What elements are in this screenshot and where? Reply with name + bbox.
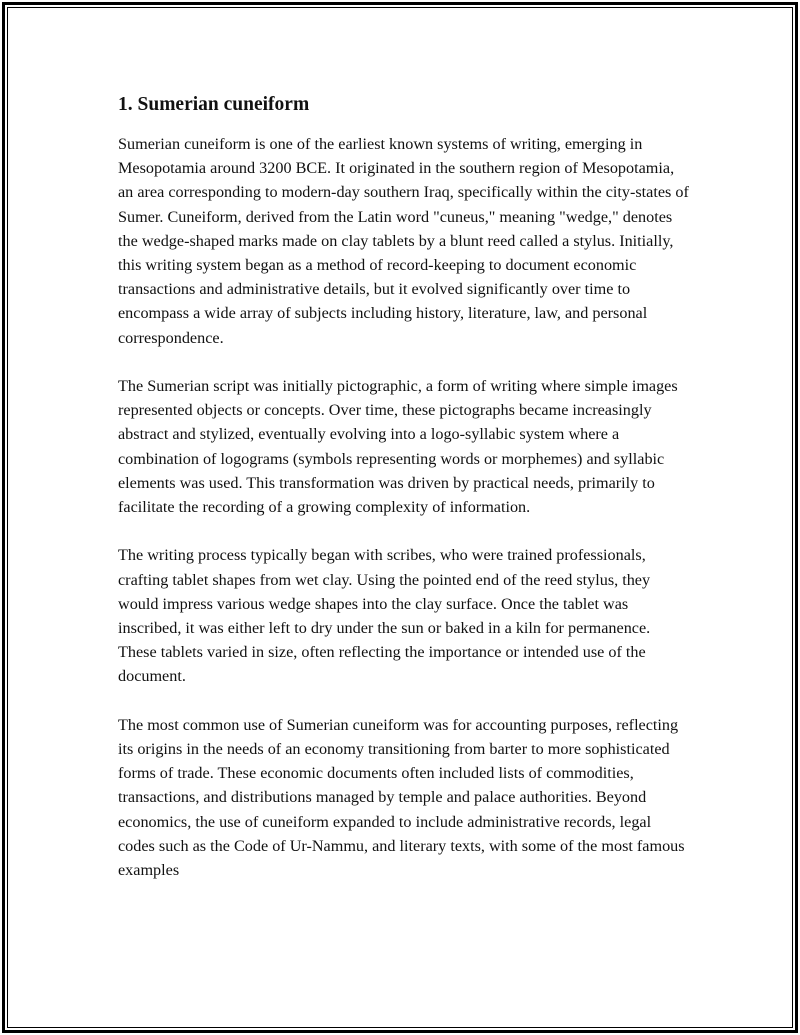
- section-title: 1. Sumerian cuneiform: [118, 94, 310, 115]
- paragraph-2: The Sumerian script was initially pictographic, a form of writing where simple images represented objects or concepts. Over time, these pictographs became increasingly abstract and stylized, eventually evolving into a logo-syllabic system where a combination of logograms (symbols representing words or morphemes) and syllabic elements was used. This transformation was driven by practical needs, primarily to facilitate the recording of a growing complexity of information.: [118, 377, 678, 517]
- paragraph-3: The writing process typically began with scribes, who were trained professionals, crafting tablet shapes from wet clay. Using the pointed end of the reed stylus, they would impress various wedge shapes into the clay surface. Once the tablet was inscribed, it was either left to dry under the sun or baked in a kiln for permanence. These tablets varied in size, often reflecting the importance or intended use of the document.: [118, 546, 651, 686]
- document-body: [118, 92, 690, 906]
- paragraph-1: Sumerian cuneiform is one of the earliest known systems of writing, emerging in Mesopotamia around 3200 BCE. It originated in the southern region of Mesopotamia, an area corresponding to modern-day southern Iraq, specifically within the city-states of Sumer. Cuneiform, derived from the Latin word "cuneus," meaning "wedge," denotes the wedge-shaped marks made on clay tablets by a blunt reed called a stylus. Initially, this writing system began as a method of record-keeping to document economic transactions and administrative details, but it evolved significantly over time to encompass a wide array of subjects including history, literature, law, and personal correspondence.: [118, 135, 689, 347]
- paragraph-4: The most common use of Sumerian cuneiform was for accounting purposes, reflecting its origins in the needs of an economy transitioning from barter to more sophisticated forms of trade. These economic documents often included lists of commodities, transactions, and distributions managed by temple and palace authorities. Beyond economics, the use of cuneiform expanded to include administrative records, legal codes such as the Code of Ur-Nammu, and literary texts, with some of the most famous examples: [118, 715, 685, 880]
